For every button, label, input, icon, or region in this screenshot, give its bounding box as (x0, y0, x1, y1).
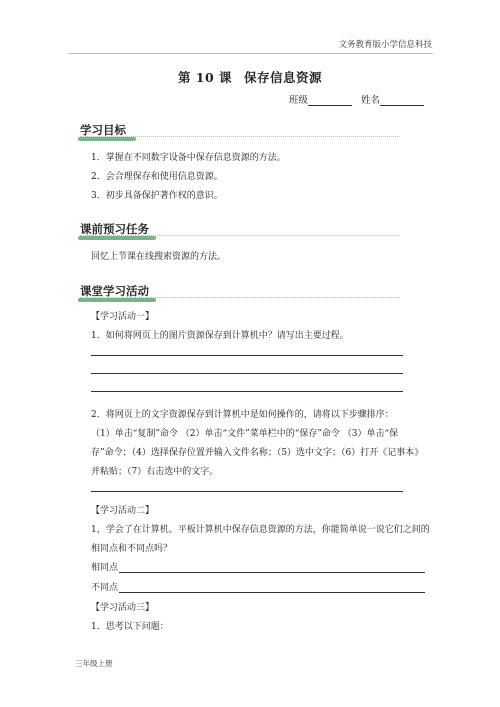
heading-highlight (78, 236, 156, 240)
diff-points-label: 不同点 (91, 583, 119, 593)
activity-1-question-2-steps: 存”命令；（4）选择保存位置并输入文件名称；（5）选中文字；（6）打开《记事本》 (91, 448, 424, 458)
page-title (0, 68, 500, 86)
answer-line[interactable] (91, 373, 403, 374)
same-points-answer-line[interactable] (119, 572, 425, 573)
student-info (289, 92, 424, 106)
section-heading-goals: 学习目标 (80, 122, 126, 138)
activity-1-question-1: 1．如何将网页上的图片资源保存到计算机中？请写出主要过程。 (91, 331, 349, 341)
goal-item: 1．掌握在不同数字设备中保存信息资源的方法。 (91, 153, 286, 163)
class-blank[interactable] (308, 95, 352, 106)
section-rule (80, 297, 400, 298)
section-rule (80, 136, 400, 137)
class-label: 班级 (288, 95, 308, 106)
preview-task: 回忆上节课在线搜索资源的方法。 (91, 252, 227, 262)
goal-item: 2．会合理保存和使用信息资源。 (91, 172, 223, 182)
name-label: 姓名 (360, 95, 380, 106)
goal-item: 3．初步具备保护著作权的意识。 (91, 191, 223, 201)
answer-line[interactable] (91, 355, 403, 356)
answer-line[interactable] (91, 391, 403, 392)
section-heading-preview: 课前预习任务 (80, 221, 149, 237)
activity-3-label: 【学习活动三】 (91, 603, 155, 613)
lesson-name: 保存信息资源 (244, 70, 323, 85)
name-blank[interactable] (380, 95, 424, 106)
same-points-label: 相同点 (91, 563, 119, 573)
header-divider (68, 53, 433, 54)
activity-1-question-2-steps: 并粘贴；（7）右击选中的文字。 (91, 467, 219, 477)
activity-2-question-1: 1，学会了在计算机、平板计算机中保存信息资源的方法，你能简单说一说它们之间的 (91, 525, 430, 535)
activity-1-question-2-steps: （1）单击“复制”命令 （2）单击“文件”菜单栏中的“保存”命令 （3）单击“保 (91, 429, 399, 439)
activity-1-question-2: 2．将网页上的文字资源保存到计算机中是如何操作的，请将以下步骤排序： (91, 410, 394, 420)
publisher-header: 文务教育版小学信息科技 (338, 40, 432, 50)
section-rule (80, 235, 400, 236)
heading-highlight (78, 298, 156, 302)
lesson-number: 第 10 课 (177, 70, 233, 85)
footer-grade: 三年级上册 (75, 659, 113, 668)
activity-2-question-1-cont: 相同点和不同点吗？ (91, 544, 173, 554)
heading-highlight (78, 137, 136, 141)
activity-2-label: 【学习活动二】 (91, 506, 155, 516)
section-heading-activities: 课堂学习活动 (80, 283, 149, 299)
answer-line[interactable] (91, 491, 403, 492)
activity-1-label: 【学习活动一】 (91, 312, 155, 322)
activity-3-question-1: 1．思考以下问题： (91, 622, 169, 632)
diff-points-answer-line[interactable] (119, 592, 425, 593)
